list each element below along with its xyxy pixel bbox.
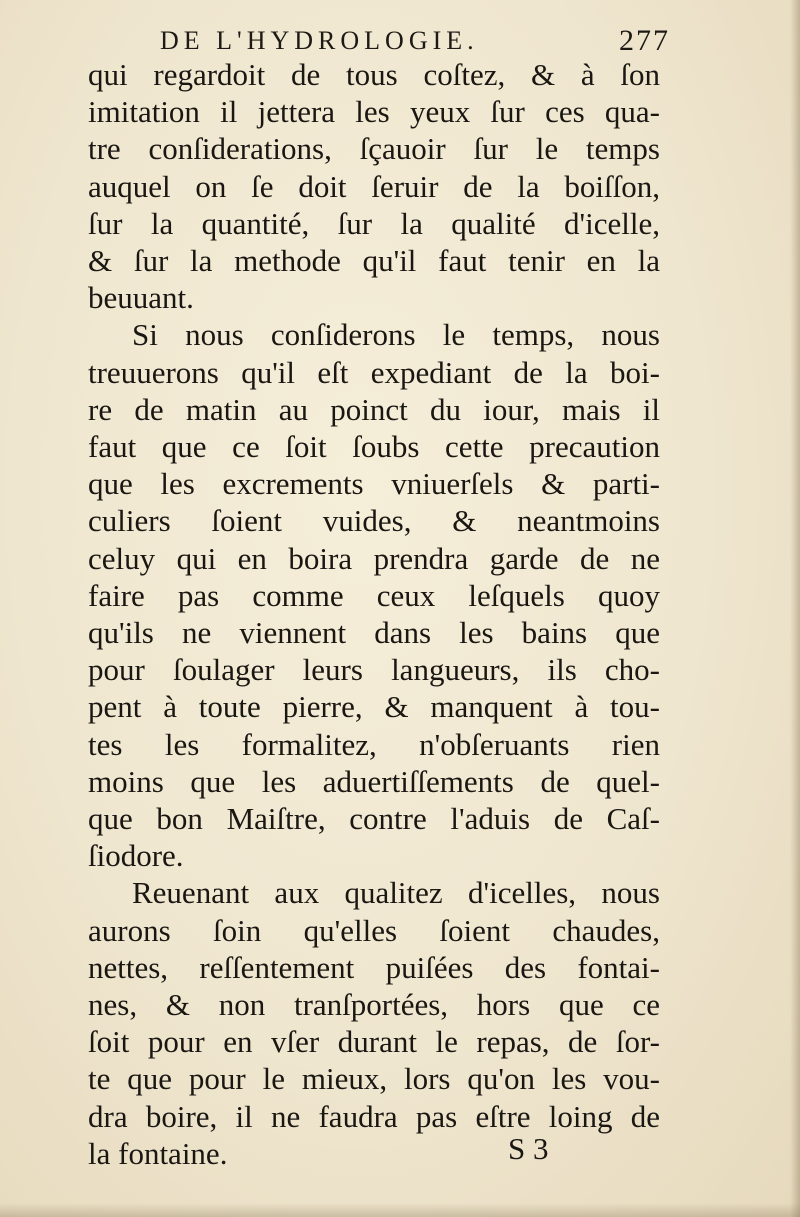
text-line: que bon Maiſtre, contre l'aduis de Caſ- [88, 801, 660, 837]
text-line: & ſur la methode qu'il faut tenir en la [88, 243, 660, 279]
text-line: ſur la quantité, ſur la qualité d'icelle, [88, 205, 660, 241]
running-head: DE L'HYDROLOGIE. [160, 26, 479, 55]
text-line: pent à toute pierre, & manquent à tou- [88, 689, 660, 725]
text-line: la fontaine. [88, 1135, 228, 1171]
page-edge-right [790, 0, 800, 1217]
text-line: tre conſiderations, ſçauoir ſur le temps [88, 131, 660, 167]
text-line: pour ſoulager leurs langueurs, ils cho- [88, 652, 660, 688]
text-line: nes, & non tranſportées, hors que ce [88, 987, 660, 1023]
text-line: moins que les aduertiſſements de quel- [88, 763, 660, 799]
text-line: ſoit pour en vſer durant le repas, de ſor- [88, 1024, 660, 1060]
text-line: culiers ſoient vuides, & neantmoins [88, 503, 660, 539]
text-line: faire pas comme ceux leſquels quoy [88, 577, 660, 613]
text-line: imitation il jettera les yeux ſur ces qua- [88, 94, 660, 130]
body-text [88, 56, 660, 1172]
text-line: beuuant. [88, 280, 194, 316]
page-edge-bottom [0, 1203, 800, 1217]
text-line: auquel on ſe doit ſeruir de la boiſſon, [88, 168, 660, 204]
text-line: Reuenant aux qualitez d'icelles, nous [132, 875, 660, 911]
text-line: que les excrements vniuerſels & parti- [88, 466, 660, 502]
text-line: nettes, reſſentement puiſées des fontai- [88, 949, 660, 985]
text-line: faut que ce ſoit ſoubs cette precaution [88, 429, 660, 465]
signature-mark: S 3 [508, 1131, 549, 1166]
page-number: 277 [619, 24, 670, 57]
text-line: Si nous conſiderons le temps, nous [132, 317, 660, 353]
text-line: aurons ſoin qu'elles ſoient chaudes, [88, 912, 660, 948]
text-line: qui regardoit de tous coſtez, & à ſon [88, 57, 660, 92]
text-line: re de matin au poinct du iour, mais il [88, 391, 660, 427]
text-line: te que pour le mieux, lors qu'on les vou- [88, 1061, 660, 1097]
text-line: ſiodore. [88, 838, 184, 874]
text-line: celuy qui en boira prendra garde de ne [88, 540, 660, 576]
text-line: tes les formalitez, n'obſeruants rien [88, 726, 660, 762]
text-line: treuuerons qu'il eſt expediant de la boi- [88, 354, 660, 390]
text-line: qu'ils ne viennent dans les bains que [88, 615, 660, 651]
text-line: dra boire, il ne faudra pas eſtre loing de [88, 1098, 660, 1134]
